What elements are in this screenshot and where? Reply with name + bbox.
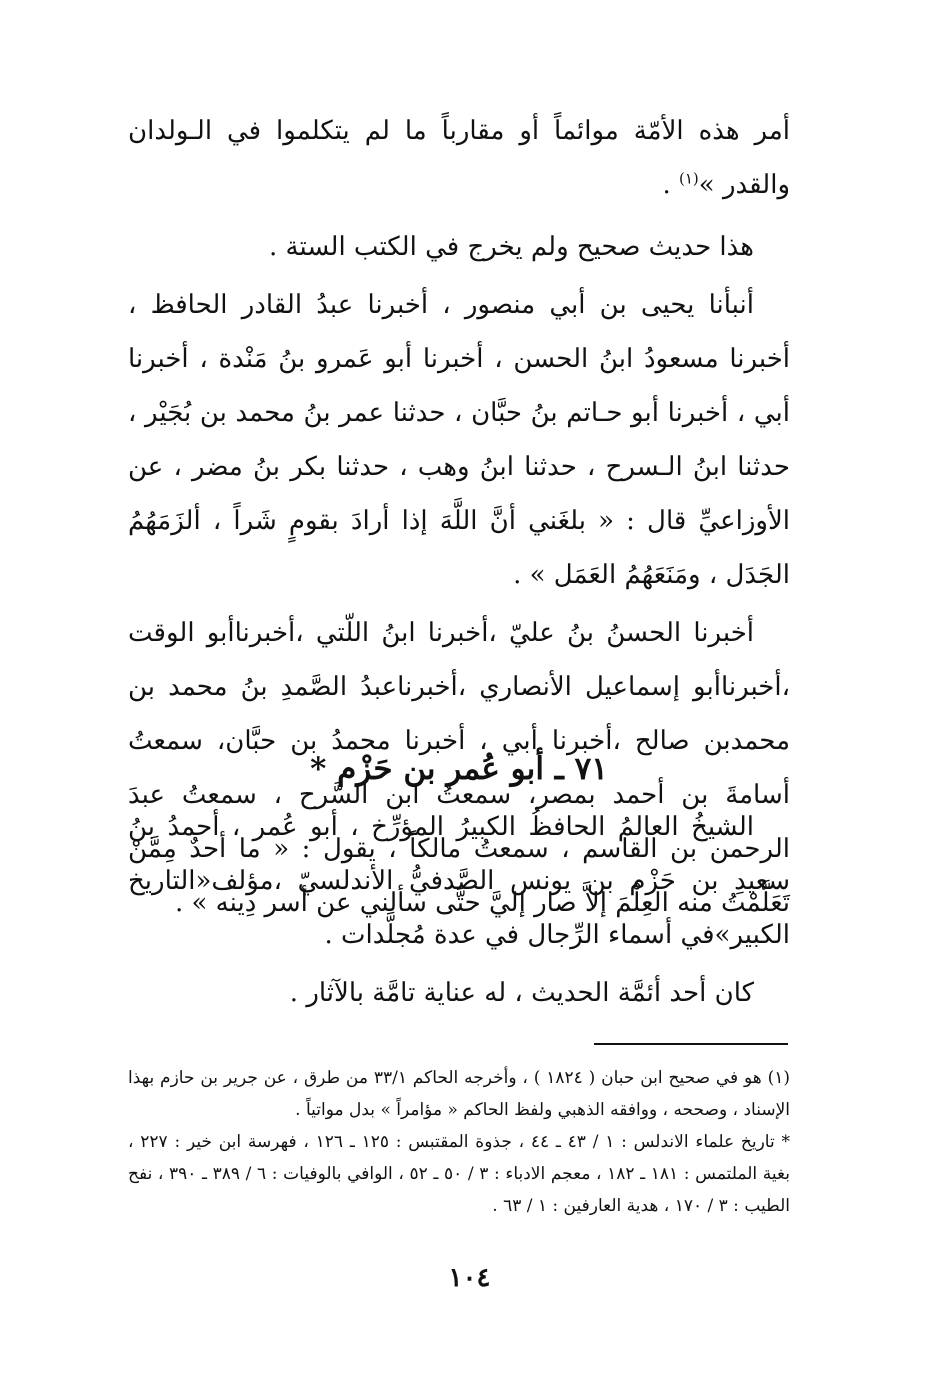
paragraph-hadith-grade: هذا حديث صحيح ولم يخرج في الكتب الستة .: [269, 232, 754, 262]
footnotes: [128, 1062, 790, 1222]
paragraph-biography-intro: الشيخُ العالمُ الحافظُ الكبيرُ المؤرِّخ ، أبو عُمر ، أحمدُ بنُ سعيدِ بن حَزْم بن يونس الصَّدفيُّ الأندلسيّ ،مؤلف«التاريخ الكبير»في أسماء الرِّجال في عدة مُجلَّدات .: [128, 812, 790, 950]
footnote-separator: [594, 1043, 788, 1045]
footnote-marker: (١): [678, 169, 699, 188]
main-text-lower: [128, 800, 790, 1020]
paragraph-continuation-end: .: [662, 170, 679, 200]
paragraph-isnad-malik: أخبرنا الحسنُ بنُ عليّ ،أخبرنا ابنُ اللّتي ،أخبرناأبو الوقت ،أخبرناأبو إسماعيل الأنصاري ،أخبرناعبدُ الصَّمدِ بنُ محمد بن محمدبن صالح ،أخبرنا أبي ، أخبرنا محمدُ بن حبَّان، سمعتُ أسامةَ بن أحمد بمصر، سمعتُ ابن السَّرح ، سمعتُ عبدَ الرحمن بن القاسم ، سمعتُ مالكاً ، يقول : « ما أحدٌ مِمَّنْ تَعَلَّمْتُ منه العِلْمَ إلاَّ صار إليَّ حتَّى سألني عن أسر دِينه » .: [128, 618, 790, 918]
footnote-1: (١) هو في صحيح ابن حبان ( ١٨٢٤ ) ، وأخرجه الحاكم ٣٣/١ من طرق ، عن جرير بن حازم بهذا الإسناد ، وصححه ، ووافقه الذهبي ولفظ الحاكم « مؤامراً » بدل مواتياً .: [128, 1068, 791, 1120]
paragraph-continuation: [128, 104, 790, 212]
paragraph-isnad-awzai: أنبأنا يحيى بن أبي منصور ، أخبرنا عبدُ القادر الحافظ ، أخبرنا مسعودُ ابنُ الحسن ، أخبرنا أبو عَمرو بنُ مَنْدة ، أخبرنا أبي ، أخبرنا أبو حـاتم بنُ حبَّان ، حدثنا عمر بنُ محمد بن بُجَيْر ، حدثنا ابنُ الـسرح ، حدثنا ابنُ وهب ، حدثنا بكر بنُ مضر ، عن الأوزاعيِّ قال : « بلغَني أنَّ اللَّهَ إذا أرادَ بقومٍ شَراً ، ألزَمَهُمُ الجَدَل ، ومَنَعَهُمُ العَمَل » .: [128, 290, 790, 590]
biography-heading: ٧١ ـ أبو عُمر بن حَزْم *: [310, 751, 608, 787]
paragraph-biography-status: كان أحد أئمَّة الحديث ، له عناية تامَّة بالآثار .: [289, 978, 754, 1008]
paragraph-continuation-text: أمر هذه الأمّة موائماً أو مقارباً ما لم يتكلموا في الـولدان والقدر »: [128, 116, 790, 200]
page-number: ١٠٤: [448, 1263, 491, 1293]
footnote-sources: * تاريخ علماء الاندلس : ١ / ٤٣ ـ ٤٤ ، جذوة المقتبس : ١٢٥ ـ ١٢٦ ، فهرسة ابن خير : ٢٢٧ ، بغية الملتمس : ١٨١ ـ ١٨٢ ، معجم الادباء : ٣ / ٥٠ ـ ٥٢ ، الوافي بالوفيات : ٦ / ٣٨٩ ـ ٣٩٠ ، نفح الطيب : ٣ / ١٧٠ ، هدية العارفين : ١ / ٦٣ .: [128, 1132, 790, 1216]
